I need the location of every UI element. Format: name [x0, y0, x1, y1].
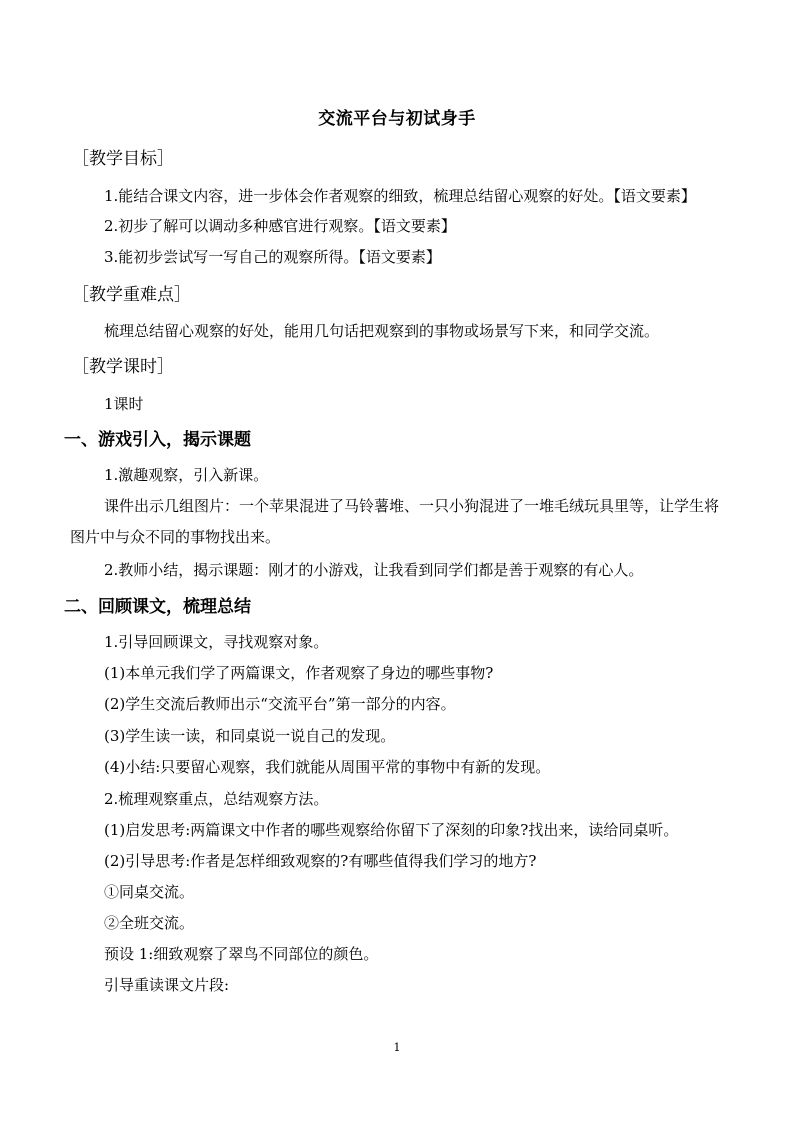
section-2-line-12: 引导重读课文片段: — [104, 976, 230, 994]
section-2-heading: 二、回顾课文，梳理总结 — [64, 597, 251, 617]
goal-item-3: 3.能初步尝试写一写自己的观察所得。【语文要素】 — [104, 248, 441, 266]
heading-class-periods: ［教学课时］ — [72, 357, 174, 377]
page-number: 1 — [393, 1041, 401, 1054]
goal-item-1: 1.能结合课文内容，进一步体会作者观察的细致，梳理总结留心观察的好处。【语文要素】 — [104, 187, 696, 205]
section-2-line-9: ①同桌交流。 — [104, 883, 195, 901]
section-2-line-6: 2.梳理观察重点，总结观察方法。 — [104, 790, 329, 808]
section-2-line-8: (2)引导思考:作者是怎样细致观察的?有哪些值得我们学习的地方? — [104, 852, 537, 870]
class-periods-text: 1课时 — [104, 395, 144, 413]
section-2-line-2: (1)本单元我们学了两篇课文，作者观察了身边的哪些事物? — [104, 664, 494, 682]
section-2-line-10: ②全班交流。 — [104, 914, 195, 932]
section-2-line-3: (2)学生交流后教师出示“交流平台”第一部分的内容。 — [104, 695, 456, 713]
section-1-heading: 一、游戏引入，揭示课题 — [64, 430, 251, 450]
section-2-line-7: (1)启发思考:两篇课文中作者的哪些观察给你留下了深刻的印象?找出来，读给同桌听。 — [104, 821, 679, 839]
key-points-text: 梳理总结留心观察的好处，能用几句话把观察到的事物或场景写下来，和同学交流。 — [104, 322, 660, 340]
heading-teaching-goals: ［教学目标］ — [72, 149, 174, 169]
document-title: 交流平台与初试身手 — [318, 109, 476, 129]
section-1-item-2: 2.教师小结，揭示课题：刚才的小游戏，让我看到同学们都是善于观察的有心人。 — [104, 561, 644, 579]
section-2-line-4: (3)学生读一读，和同桌说一说自己的发现。 — [104, 727, 396, 745]
heading-key-points: ［教学重难点］ — [72, 285, 191, 305]
section-2-line-1: 1.引导回顾课文，寻找观察对象。 — [104, 633, 329, 651]
section-1-paragraph: 课件出示几组图片：一个苹果混进了马铃薯堆、一只小狗混进了一堆毛绒玩具里等，让学生将图片中与众不同的事物找出来。 — [70, 497, 720, 546]
section-1-item-1: 1.激趣观察，引入新课。 — [104, 466, 269, 484]
section-2-line-5: (4)小结:只要留心观察，我们就能从周围平常的事物中有新的发现。 — [104, 758, 551, 776]
goal-item-2: 2.初步了解可以调动多种感官进行观察。【语文要素】 — [104, 217, 456, 235]
section-2-line-11: 预设 1:细致观察了翠鸟不同部位的颜色。 — [104, 945, 379, 963]
